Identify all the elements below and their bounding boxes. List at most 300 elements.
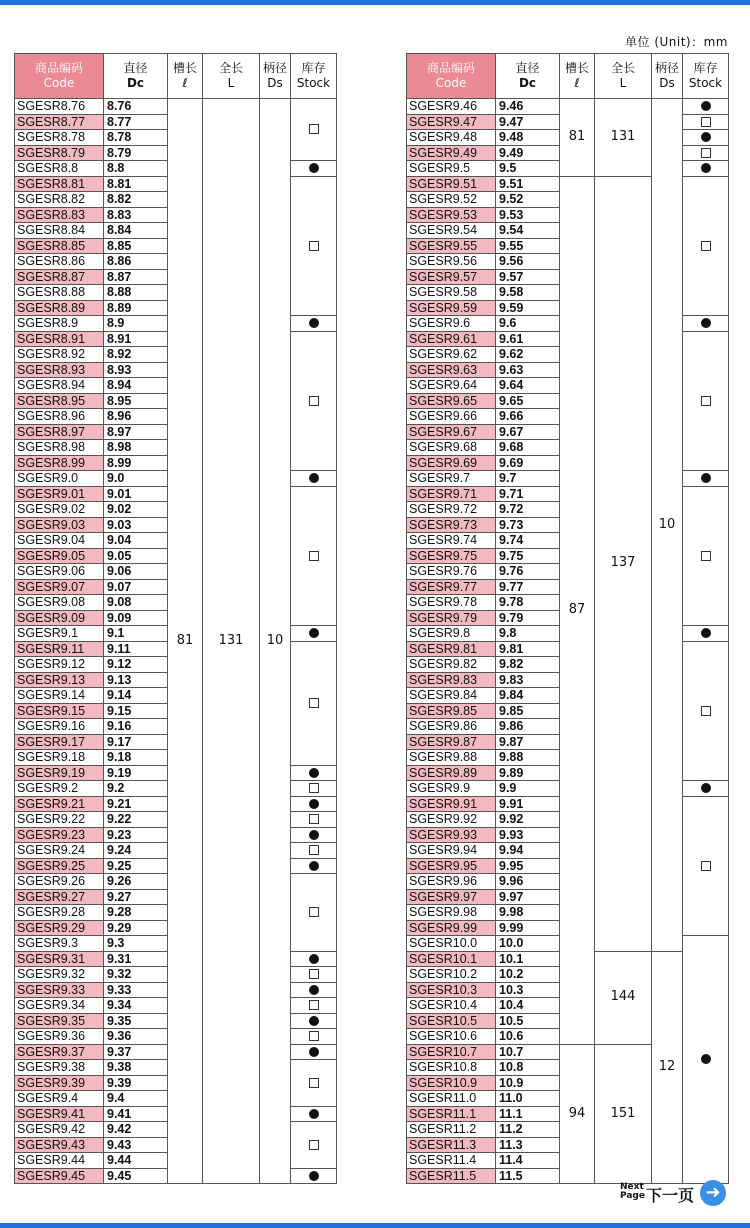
product-code: SGESR8.91 — [15, 331, 104, 347]
product-code: SGESR9.01 — [15, 486, 104, 502]
stock-cell — [291, 1106, 337, 1122]
no-stock-square-icon — [701, 396, 711, 406]
arrow-right-icon[interactable]: ➜ — [700, 1180, 726, 1206]
product-code: SGESR9.7 — [407, 471, 496, 487]
stock-cell — [291, 331, 337, 471]
diameter-value: 9.53 — [496, 207, 560, 223]
in-stock-dot-icon — [309, 830, 319, 840]
product-code: SGESR9.31 — [15, 951, 104, 967]
diameter-value: 9.78 — [496, 595, 560, 611]
product-code: SGESR11.1 — [407, 1106, 496, 1122]
diameter-value: 8.9 — [104, 316, 168, 332]
stock-cell — [683, 641, 729, 781]
no-stock-square-icon — [701, 861, 711, 871]
header-code: 商品编码 Code — [407, 54, 496, 99]
stock-cell — [683, 161, 729, 177]
diameter-value: 11.2 — [496, 1122, 560, 1138]
stock-cell — [683, 331, 729, 471]
product-code: SGESR11.5 — [407, 1168, 496, 1184]
stock-cell — [683, 796, 729, 936]
next-page-en: Next Page — [620, 1182, 645, 1201]
flute-length-value: 94 — [560, 1044, 595, 1184]
product-table-left — [14, 53, 337, 1184]
product-code: SGESR9.2 — [15, 781, 104, 797]
diameter-value: 8.94 — [104, 378, 168, 394]
diameter-value: 8.87 — [104, 269, 168, 285]
product-code: SGESR9.0 — [15, 471, 104, 487]
diameter-value: 8.82 — [104, 192, 168, 208]
diameter-value: 8.98 — [104, 440, 168, 456]
header-stock: 库存 Stock — [683, 54, 729, 99]
diameter-value: 9.73 — [496, 517, 560, 533]
diameter-value: 9.11 — [104, 641, 168, 657]
shank-diameter-value: 12 — [652, 951, 683, 1184]
in-stock-dot-icon — [309, 628, 319, 638]
diameter-value: 9.56 — [496, 254, 560, 270]
product-code: SGESR9.92 — [407, 812, 496, 828]
header-code: 商品编码 Code — [15, 54, 104, 99]
no-stock-square-icon — [309, 1000, 319, 1010]
product-code: SGESR8.8 — [15, 161, 104, 177]
diameter-value: 9.05 — [104, 548, 168, 564]
stock-cell — [291, 874, 337, 952]
stock-cell — [291, 967, 337, 983]
product-code: SGESR9.69 — [407, 455, 496, 471]
stock-cell — [683, 781, 729, 797]
product-code: SGESR8.76 — [15, 99, 104, 115]
no-stock-square-icon — [309, 814, 319, 824]
overall-length-value: 131 — [203, 99, 260, 1184]
in-stock-dot-icon — [309, 163, 319, 173]
in-stock-dot-icon — [309, 318, 319, 328]
in-stock-dot-icon — [309, 1047, 319, 1057]
diameter-value: 9.03 — [104, 517, 168, 533]
no-stock-square-icon — [309, 241, 319, 251]
stock-cell — [291, 641, 337, 765]
diameter-value: 9.28 — [104, 905, 168, 921]
diameter-value: 11.5 — [496, 1168, 560, 1184]
diameter-value: 9.39 — [104, 1075, 168, 1091]
diameter-value: 9.69 — [496, 455, 560, 471]
product-code: SGESR11.0 — [407, 1091, 496, 1107]
diameter-value: 9.59 — [496, 300, 560, 316]
product-code: SGESR9.74 — [407, 533, 496, 549]
product-code: SGESR8.99 — [15, 455, 104, 471]
diameter-value: 9.7 — [496, 471, 560, 487]
stock-cell — [291, 827, 337, 843]
diameter-value: 9.12 — [104, 657, 168, 673]
diameter-value: 11.0 — [496, 1091, 560, 1107]
diameter-value: 9.74 — [496, 533, 560, 549]
product-code: SGESR8.87 — [15, 269, 104, 285]
product-code: SGESR9.67 — [407, 424, 496, 440]
product-code: SGESR9.05 — [15, 548, 104, 564]
stock-cell — [683, 936, 729, 1184]
diameter-value: 9.1 — [104, 626, 168, 642]
diameter-value: 11.3 — [496, 1137, 560, 1153]
product-code: SGESR8.86 — [15, 254, 104, 270]
stock-cell — [683, 471, 729, 487]
product-code: SGESR9.23 — [15, 827, 104, 843]
diameter-value: 8.84 — [104, 223, 168, 239]
diameter-value: 8.95 — [104, 393, 168, 409]
product-code: SGESR9.55 — [407, 238, 496, 254]
no-stock-square-icon — [701, 551, 711, 561]
in-stock-dot-icon — [309, 954, 319, 964]
no-stock-square-icon — [309, 783, 319, 793]
stock-cell — [683, 486, 729, 626]
product-code: SGESR9.02 — [15, 502, 104, 518]
product-code: SGESR9.93 — [407, 827, 496, 843]
product-code: SGESR11.2 — [407, 1122, 496, 1138]
product-code: SGESR9.12 — [15, 657, 104, 673]
no-stock-square-icon — [701, 241, 711, 251]
diameter-value: 9.34 — [104, 998, 168, 1014]
diameter-value: 9.32 — [104, 967, 168, 983]
product-code: SGESR9.1 — [15, 626, 104, 642]
overall-length-value: 151 — [595, 1044, 652, 1184]
no-stock-square-icon — [309, 1031, 319, 1041]
stock-cell — [291, 1029, 337, 1045]
diameter-value: 10.3 — [496, 982, 560, 998]
product-code: SGESR10.1 — [407, 951, 496, 967]
product-code: SGESR8.88 — [15, 285, 104, 301]
diameter-value: 9.86 — [496, 719, 560, 735]
diameter-value: 9.07 — [104, 579, 168, 595]
diameter-value: 9.98 — [496, 905, 560, 921]
diameter-value: 8.89 — [104, 300, 168, 316]
diameter-value: 10.7 — [496, 1044, 560, 1060]
product-code: SGESR9.25 — [15, 858, 104, 874]
diameter-value: 9.97 — [496, 889, 560, 905]
header-overall-length: 全长 L — [203, 54, 260, 99]
product-code: SGESR9.27 — [15, 889, 104, 905]
product-code: SGESR11.4 — [407, 1153, 496, 1169]
diameter-value: 9.63 — [496, 362, 560, 378]
diameter-value: 9.15 — [104, 703, 168, 719]
flute-length-value: 87 — [560, 176, 595, 1044]
unit-label: 单位 (Unit)：mm — [625, 35, 728, 49]
product-code: SGESR9.39 — [15, 1075, 104, 1091]
shank-diameter-value: 10 — [652, 99, 683, 952]
diameter-value: 9.85 — [496, 703, 560, 719]
diameter-value: 9.75 — [496, 548, 560, 564]
product-code: SGESR9.78 — [407, 595, 496, 611]
diameter-value: 9.93 — [496, 827, 560, 843]
overall-length-value: 131 — [595, 99, 652, 177]
product-code: SGESR9.61 — [407, 331, 496, 347]
stock-cell — [291, 998, 337, 1014]
product-code: SGESR8.89 — [15, 300, 104, 316]
no-stock-square-icon — [309, 124, 319, 134]
diameter-value: 9.14 — [104, 688, 168, 704]
product-code: SGESR9.77 — [407, 579, 496, 595]
diameter-value: 9.29 — [104, 920, 168, 936]
diameter-value: 9.54 — [496, 223, 560, 239]
product-code: SGESR9.89 — [407, 765, 496, 781]
product-code: SGESR9.37 — [15, 1044, 104, 1060]
no-stock-square-icon — [309, 969, 319, 979]
product-code: SGESR11.3 — [407, 1137, 496, 1153]
diameter-value: 9.94 — [496, 843, 560, 859]
diameter-value: 8.97 — [104, 424, 168, 440]
diameter-value: 8.86 — [104, 254, 168, 270]
in-stock-dot-icon — [701, 628, 711, 638]
diameter-value: 10.0 — [496, 936, 560, 952]
diameter-value: 10.4 — [496, 998, 560, 1014]
diameter-value: 8.78 — [104, 130, 168, 146]
product-code: SGESR9.62 — [407, 347, 496, 363]
product-code: SGESR8.84 — [15, 223, 104, 239]
product-code: SGESR9.63 — [407, 362, 496, 378]
diameter-value: 9.31 — [104, 951, 168, 967]
diameter-value: 8.83 — [104, 207, 168, 223]
stock-cell — [683, 99, 729, 115]
stock-cell — [291, 812, 337, 828]
stock-cell — [291, 982, 337, 998]
product-code: SGESR9.22 — [15, 812, 104, 828]
flute-length-value: 81 — [560, 99, 595, 177]
no-stock-square-icon — [701, 117, 711, 127]
product-code: SGESR10.4 — [407, 998, 496, 1014]
product-code: SGESR9.75 — [407, 548, 496, 564]
product-code: SGESR10.7 — [407, 1044, 496, 1060]
header-shank-diameter: 柄径 Ds — [652, 54, 683, 99]
product-code: SGESR8.93 — [15, 362, 104, 378]
diameter-value: 9.33 — [104, 982, 168, 998]
product-code: SGESR9.91 — [407, 796, 496, 812]
diameter-value: 9.04 — [104, 533, 168, 549]
product-code: SGESR8.79 — [15, 145, 104, 161]
product-code: SGESR8.85 — [15, 238, 104, 254]
diameter-value: 9.22 — [104, 812, 168, 828]
diameter-value: 9.19 — [104, 765, 168, 781]
table-header-row — [15, 54, 337, 99]
product-code: SGESR9.28 — [15, 905, 104, 921]
stock-cell — [291, 1013, 337, 1029]
product-code: SGESR9.44 — [15, 1153, 104, 1169]
product-code: SGESR9.53 — [407, 207, 496, 223]
diameter-value: 9.06 — [104, 564, 168, 580]
product-code: SGESR8.94 — [15, 378, 104, 394]
product-code: SGESR9.32 — [15, 967, 104, 983]
product-code: SGESR9.15 — [15, 703, 104, 719]
diameter-value: 9.25 — [104, 858, 168, 874]
diameter-value: 9.45 — [104, 1168, 168, 1184]
diameter-value: 9.89 — [496, 765, 560, 781]
diameter-value: 9.76 — [496, 564, 560, 580]
product-code: SGESR9.94 — [407, 843, 496, 859]
product-code: SGESR8.82 — [15, 192, 104, 208]
product-code: SGESR9.56 — [407, 254, 496, 270]
diameter-value: 9.68 — [496, 440, 560, 456]
no-stock-square-icon — [309, 396, 319, 406]
stock-cell — [291, 626, 337, 642]
no-stock-square-icon — [309, 845, 319, 855]
no-stock-square-icon — [309, 1140, 319, 1150]
diameter-value: 9.23 — [104, 827, 168, 843]
diameter-value: 9.38 — [104, 1060, 168, 1076]
header-stock: 库存 Stock — [291, 54, 337, 99]
in-stock-dot-icon — [309, 799, 319, 809]
stock-cell — [683, 130, 729, 146]
product-code: SGESR9.46 — [407, 99, 496, 115]
product-code: SGESR9.88 — [407, 750, 496, 766]
diameter-value: 9.46 — [496, 99, 560, 115]
product-code: SGESR9.34 — [15, 998, 104, 1014]
stock-cell — [291, 486, 337, 626]
diameter-value: 9.17 — [104, 734, 168, 750]
diameter-value: 9.43 — [104, 1137, 168, 1153]
in-stock-dot-icon — [701, 132, 711, 142]
product-code: SGESR9.3 — [15, 936, 104, 952]
product-code: SGESR9.64 — [407, 378, 496, 394]
product-table-right — [406, 53, 729, 1184]
product-code: SGESR9.11 — [15, 641, 104, 657]
product-code: SGESR9.08 — [15, 595, 104, 611]
product-code: SGESR9.06 — [15, 564, 104, 580]
diameter-value: 9.13 — [104, 672, 168, 688]
in-stock-dot-icon — [701, 1054, 711, 1064]
shank-diameter-value: 10 — [260, 99, 291, 1184]
product-code: SGESR9.86 — [407, 719, 496, 735]
diameter-value: 9.16 — [104, 719, 168, 735]
product-code: SGESR8.77 — [15, 114, 104, 130]
diameter-value: 8.85 — [104, 238, 168, 254]
product-code: SGESR9.47 — [407, 114, 496, 130]
product-code: SGESR10.5 — [407, 1013, 496, 1029]
diameter-value: 10.6 — [496, 1029, 560, 1045]
table-header-row — [407, 54, 729, 99]
product-code: SGESR10.9 — [407, 1075, 496, 1091]
diameter-value: 8.81 — [104, 176, 168, 192]
product-code: SGESR9.6 — [407, 316, 496, 332]
stock-cell — [291, 1168, 337, 1184]
diameter-value: 10.2 — [496, 967, 560, 983]
stock-cell — [291, 471, 337, 487]
diameter-value: 9.48 — [496, 130, 560, 146]
stock-cell — [291, 951, 337, 967]
diameter-value: 8.88 — [104, 285, 168, 301]
product-code: SGESR10.8 — [407, 1060, 496, 1076]
diameter-value: 9.84 — [496, 688, 560, 704]
product-code: SGESR9.18 — [15, 750, 104, 766]
diameter-value: 9.01 — [104, 486, 168, 502]
stock-cell — [291, 796, 337, 812]
diameter-value: 11.4 — [496, 1153, 560, 1169]
no-stock-square-icon — [309, 907, 319, 917]
no-stock-square-icon — [309, 551, 319, 561]
product-code: SGESR9.14 — [15, 688, 104, 704]
diameter-value: 9.95 — [496, 858, 560, 874]
diameter-value: 9.96 — [496, 874, 560, 890]
diameter-value: 9.55 — [496, 238, 560, 254]
header-diameter: 直径 Dc — [104, 54, 168, 99]
product-code: SGESR9.8 — [407, 626, 496, 642]
diameter-value: 9.99 — [496, 920, 560, 936]
in-stock-dot-icon — [701, 101, 711, 111]
diameter-value: 9.87 — [496, 734, 560, 750]
diameter-value: 9.64 — [496, 378, 560, 394]
no-stock-square-icon — [701, 148, 711, 158]
diameter-value: 8.93 — [104, 362, 168, 378]
diameter-value: 9.58 — [496, 285, 560, 301]
in-stock-dot-icon — [309, 1016, 319, 1026]
product-code: SGESR8.78 — [15, 130, 104, 146]
overall-length-value: 137 — [595, 176, 652, 951]
diameter-value: 9.77 — [496, 579, 560, 595]
product-code: SGESR9.57 — [407, 269, 496, 285]
diameter-value: 8.79 — [104, 145, 168, 161]
product-code: SGESR9.98 — [407, 905, 496, 921]
product-code: SGESR9.87 — [407, 734, 496, 750]
diameter-value: 9.91 — [496, 796, 560, 812]
top-accent-bar — [0, 0, 750, 5]
in-stock-dot-icon — [309, 1171, 319, 1181]
product-code: SGESR9.35 — [15, 1013, 104, 1029]
diameter-value: 8.76 — [104, 99, 168, 115]
product-code: SGESR9.71 — [407, 486, 496, 502]
product-code: SGESR9.68 — [407, 440, 496, 456]
product-code: SGESR9.16 — [15, 719, 104, 735]
product-code: SGESR9.17 — [15, 734, 104, 750]
stock-cell — [291, 1060, 337, 1107]
diameter-value: 9.49 — [496, 145, 560, 161]
diameter-value: 9.18 — [104, 750, 168, 766]
product-code: SGESR9.5 — [407, 161, 496, 177]
product-code: SGESR9.58 — [407, 285, 496, 301]
diameter-value: 9.67 — [496, 424, 560, 440]
product-code: SGESR9.49 — [407, 145, 496, 161]
diameter-value: 9.9 — [496, 781, 560, 797]
diameter-value: 9.0 — [104, 471, 168, 487]
stock-cell — [683, 114, 729, 130]
diameter-value: 9.02 — [104, 502, 168, 518]
stock-cell — [291, 858, 337, 874]
diameter-value: 9.26 — [104, 874, 168, 890]
diameter-value: 9.88 — [496, 750, 560, 766]
diameter-value: 9.65 — [496, 393, 560, 409]
diameter-value: 9.71 — [496, 486, 560, 502]
diameter-value: 9.52 — [496, 192, 560, 208]
stock-cell — [683, 145, 729, 161]
product-code: SGESR9.66 — [407, 409, 496, 425]
diameter-value: 11.1 — [496, 1106, 560, 1122]
stock-cell — [683, 316, 729, 332]
diameter-value: 9.09 — [104, 610, 168, 626]
product-code: SGESR9.54 — [407, 223, 496, 239]
diameter-value: 9.44 — [104, 1153, 168, 1169]
diameter-value: 9.81 — [496, 641, 560, 657]
diameter-value: 9.61 — [496, 331, 560, 347]
in-stock-dot-icon — [309, 473, 319, 483]
diameter-value: 8.8 — [104, 161, 168, 177]
in-stock-dot-icon — [701, 783, 711, 793]
product-code: SGESR9.29 — [15, 920, 104, 936]
product-code: SGESR9.21 — [15, 796, 104, 812]
product-code: SGESR8.83 — [15, 207, 104, 223]
product-code: SGESR9.65 — [407, 393, 496, 409]
in-stock-dot-icon — [309, 985, 319, 995]
product-code: SGESR9.36 — [15, 1029, 104, 1045]
in-stock-dot-icon — [701, 473, 711, 483]
product-code: SGESR9.96 — [407, 874, 496, 890]
product-code: SGESR9.4 — [15, 1091, 104, 1107]
stock-cell — [291, 316, 337, 332]
product-code: SGESR9.84 — [407, 688, 496, 704]
stock-cell — [683, 176, 729, 316]
diameter-value: 9.62 — [496, 347, 560, 363]
